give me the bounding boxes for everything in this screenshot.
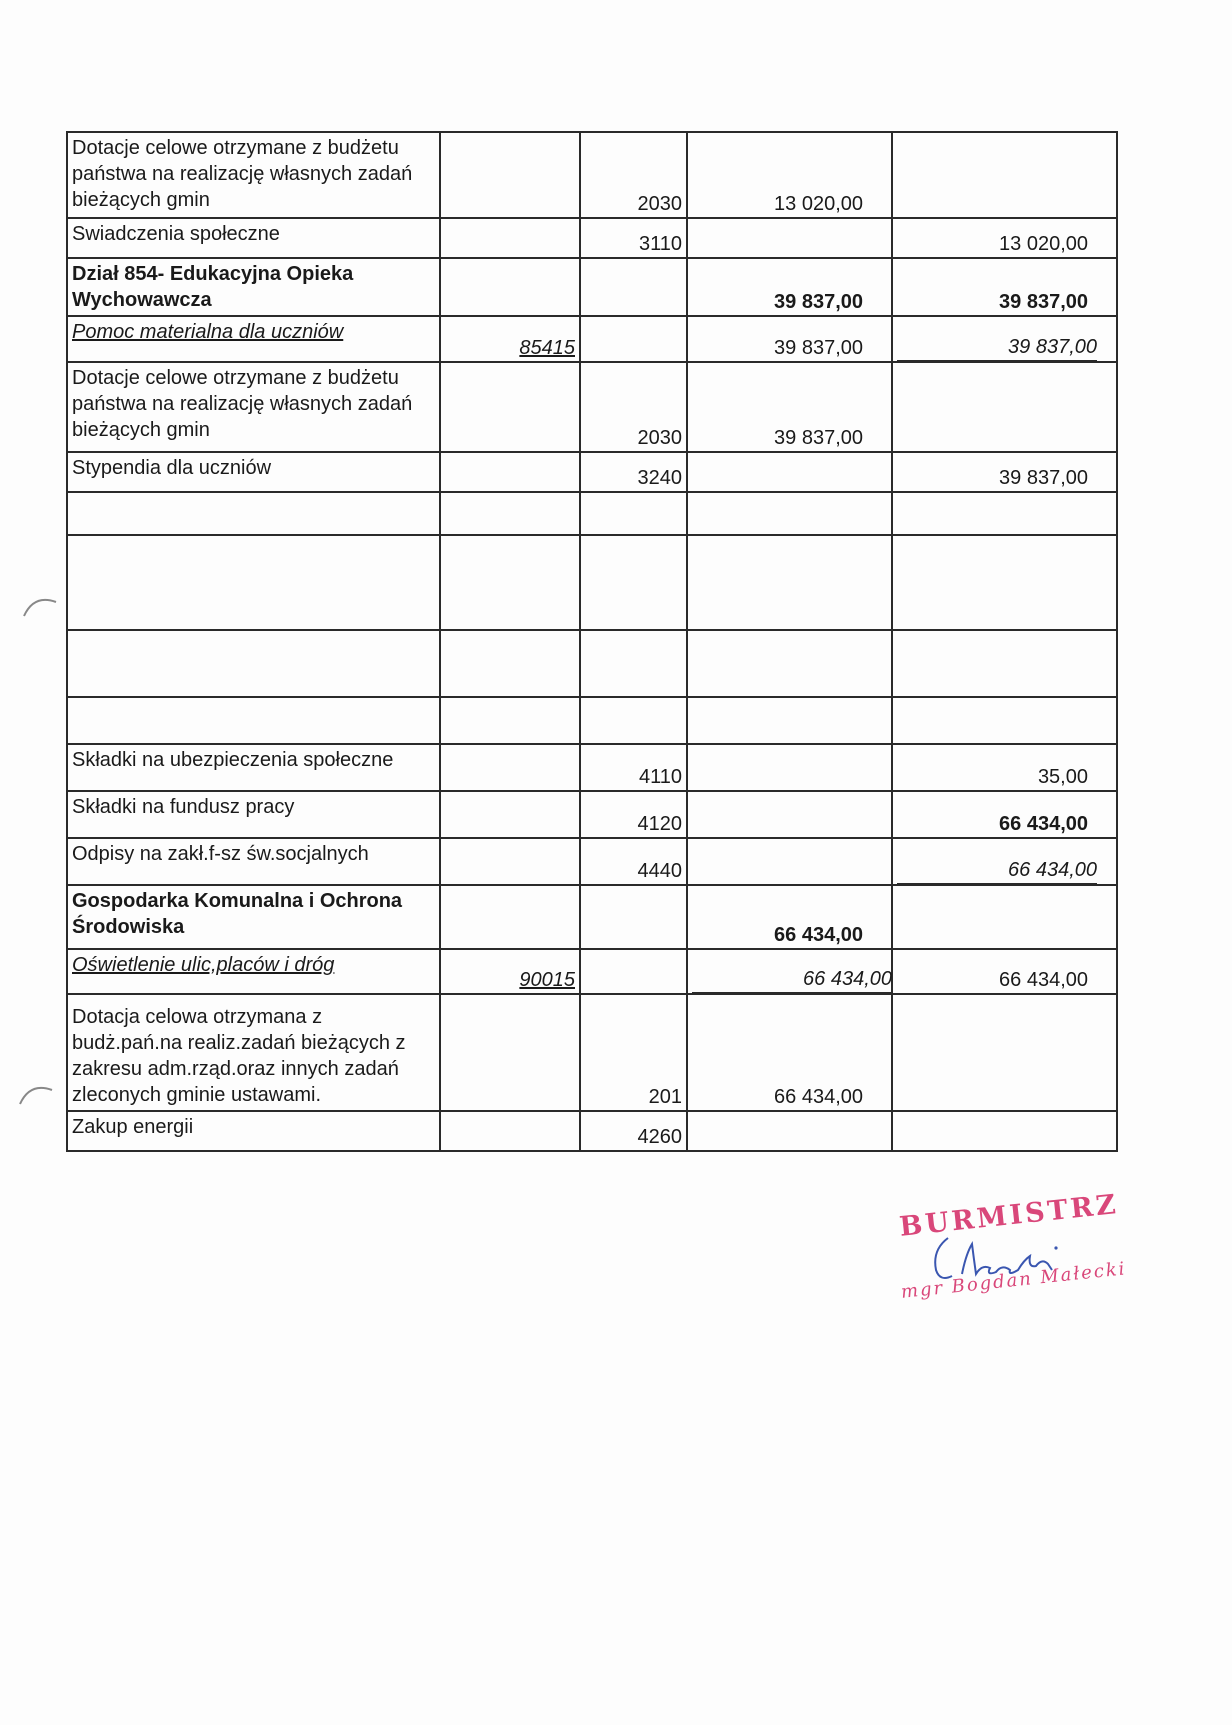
row-description — [67, 492, 440, 535]
table-row — [67, 316, 1117, 362]
hole-punch-mark-bottom — [16, 1078, 56, 1108]
wydatki-cell: 39 837,00 — [892, 452, 1117, 492]
rozdzial-cell — [440, 535, 580, 630]
row-description: Składki na fundusz pracy — [67, 791, 440, 838]
row-description: Składki na ubezpieczenia społeczne — [67, 744, 440, 791]
rozdzial-cell — [440, 744, 580, 791]
stamp-title: BURMISTRZ — [898, 1188, 1121, 1243]
paragraf-cell — [580, 630, 687, 697]
dochody-cell — [687, 492, 892, 535]
dochody-cell: 39 837,00 — [687, 362, 892, 452]
row-description: Gospodarka Komunalna i Ochrona Środowiska — [67, 885, 440, 949]
table-row — [67, 697, 1117, 744]
rozdzial-cell — [440, 218, 580, 258]
wydatki-cell — [892, 630, 1117, 697]
table-row — [67, 838, 1117, 885]
paragraf-cell: 4120 — [580, 791, 687, 838]
paragraf-cell — [580, 535, 687, 630]
wydatki-cell — [892, 1111, 1117, 1151]
dochody-cell — [687, 218, 892, 258]
wydatki-cell — [892, 492, 1117, 535]
rozdzial-cell: 90015 — [519, 969, 575, 991]
dochody-cell — [687, 535, 892, 630]
paragraf-cell: 3110 — [580, 218, 687, 258]
dochody-cell — [687, 697, 892, 744]
paragraf-cell — [580, 885, 687, 949]
paragraf-cell: 2030 — [580, 362, 687, 452]
wydatki-cell — [892, 697, 1117, 744]
dochody-cell: 66 434,00 — [687, 994, 892, 1111]
rozdzial-cell — [440, 452, 580, 492]
paragraf-cell: 4260 — [580, 1111, 687, 1151]
row-description — [67, 697, 440, 744]
rozdzial-cell — [440, 697, 580, 744]
rozdzial-cell — [440, 492, 580, 535]
row-description: Swiadczenia społeczne — [67, 218, 440, 258]
wydatki-cell: 39 837,00 — [897, 334, 1097, 361]
rozdzial-cell — [440, 791, 580, 838]
row-description: Oświetlenie ulic,placów i dróg — [72, 954, 335, 976]
rozdzial-cell — [440, 362, 580, 452]
paragraf-cell: 4440 — [580, 838, 687, 885]
row-description: Dział 854- Edukacyjna Opieka Wychowawcza — [67, 258, 440, 316]
rozdzial-cell — [440, 885, 580, 949]
row-description: Pomoc materialna dla uczniów — [72, 321, 344, 343]
rozdzial-cell — [440, 994, 580, 1111]
mayor-stamp — [898, 1188, 1128, 1322]
wydatki-cell — [892, 535, 1117, 630]
wydatki-cell: 66 434,00 — [892, 791, 1117, 838]
dochody-cell: 66 434,00 — [692, 966, 892, 993]
table-row — [67, 630, 1117, 697]
dochody-cell — [687, 452, 892, 492]
wydatki-cell: 13 020,00 — [892, 218, 1117, 258]
rozdzial-cell — [440, 258, 580, 316]
paragraf-cell: 4110 — [580, 744, 687, 791]
row-description: Stypendia dla uczniów — [67, 452, 440, 492]
dochody-cell — [687, 744, 892, 791]
dochody-cell — [687, 1111, 892, 1151]
dochody-cell — [687, 838, 892, 885]
wydatki-cell: 66 434,00 — [897, 857, 1097, 884]
table-row — [67, 949, 1117, 994]
wydatki-cell — [892, 362, 1117, 452]
row-description: Dotacje celowe otrzymane z budżetu państwa na realizację własnych zadań bieżących gmin — [67, 362, 440, 452]
row-description: Dotacje celowe otrzymane z budżetu państwa na realizację własnych zadań bieżących gmin — [67, 132, 440, 218]
wydatki-cell: 35,00 — [892, 744, 1117, 791]
table-row — [67, 744, 1117, 791]
paragraf-cell: 3240 — [580, 452, 687, 492]
table-row — [67, 132, 1117, 218]
dochody-cell: 13 020,00 — [687, 132, 892, 218]
table-row — [67, 362, 1117, 452]
table-row — [67, 218, 1117, 258]
row-description — [67, 535, 440, 630]
hole-punch-mark-top — [20, 590, 60, 620]
dochody-cell — [687, 791, 892, 838]
paragraf-cell: 201 — [580, 994, 687, 1111]
dochody-cell: 66 434,00 — [687, 885, 892, 949]
row-description: Dotacja celowa otrzymana z budż.pań.na realiz.zadań bieżących z zakresu adm.rząd.oraz innych zadań zleconych gminie ustawami. — [67, 994, 440, 1111]
table-row — [67, 994, 1117, 1111]
paragraf-cell — [580, 697, 687, 744]
table-row — [67, 791, 1117, 838]
table-row — [67, 1111, 1117, 1151]
paragraf-cell — [580, 949, 687, 994]
row-description — [67, 630, 440, 697]
table-row — [67, 258, 1117, 316]
rozdzial-cell: 85415 — [519, 337, 575, 359]
table-row — [67, 492, 1117, 535]
rozdzial-cell — [440, 630, 580, 697]
paragraf-cell — [580, 492, 687, 535]
wydatki-cell: 39 837,00 — [892, 258, 1117, 316]
dochody-cell — [687, 630, 892, 697]
rozdzial-cell — [440, 132, 580, 218]
dochody-cell: 39 837,00 — [687, 316, 892, 362]
wydatki-cell — [892, 132, 1117, 218]
row-description: Odpisy na zakł.f-sz św.socjalnych — [67, 838, 440, 885]
table-row — [67, 535, 1117, 630]
row-description: Zakup energii — [67, 1111, 440, 1151]
table-row — [67, 885, 1117, 949]
paragraf-cell — [580, 258, 687, 316]
rozdzial-cell — [440, 838, 580, 885]
table-row — [67, 452, 1117, 492]
paragraf-cell: 2030 — [580, 132, 687, 218]
wydatki-cell — [892, 885, 1117, 949]
stamp-name: mgr Bogdan Małecki — [900, 1258, 1128, 1303]
rozdzial-cell — [440, 1111, 580, 1151]
budget-table — [66, 131, 1118, 1152]
wydatki-cell: 66 434,00 — [892, 949, 1117, 994]
paragraf-cell — [580, 316, 687, 362]
dochody-cell: 39 837,00 — [687, 258, 892, 316]
wydatki-cell — [892, 994, 1117, 1111]
